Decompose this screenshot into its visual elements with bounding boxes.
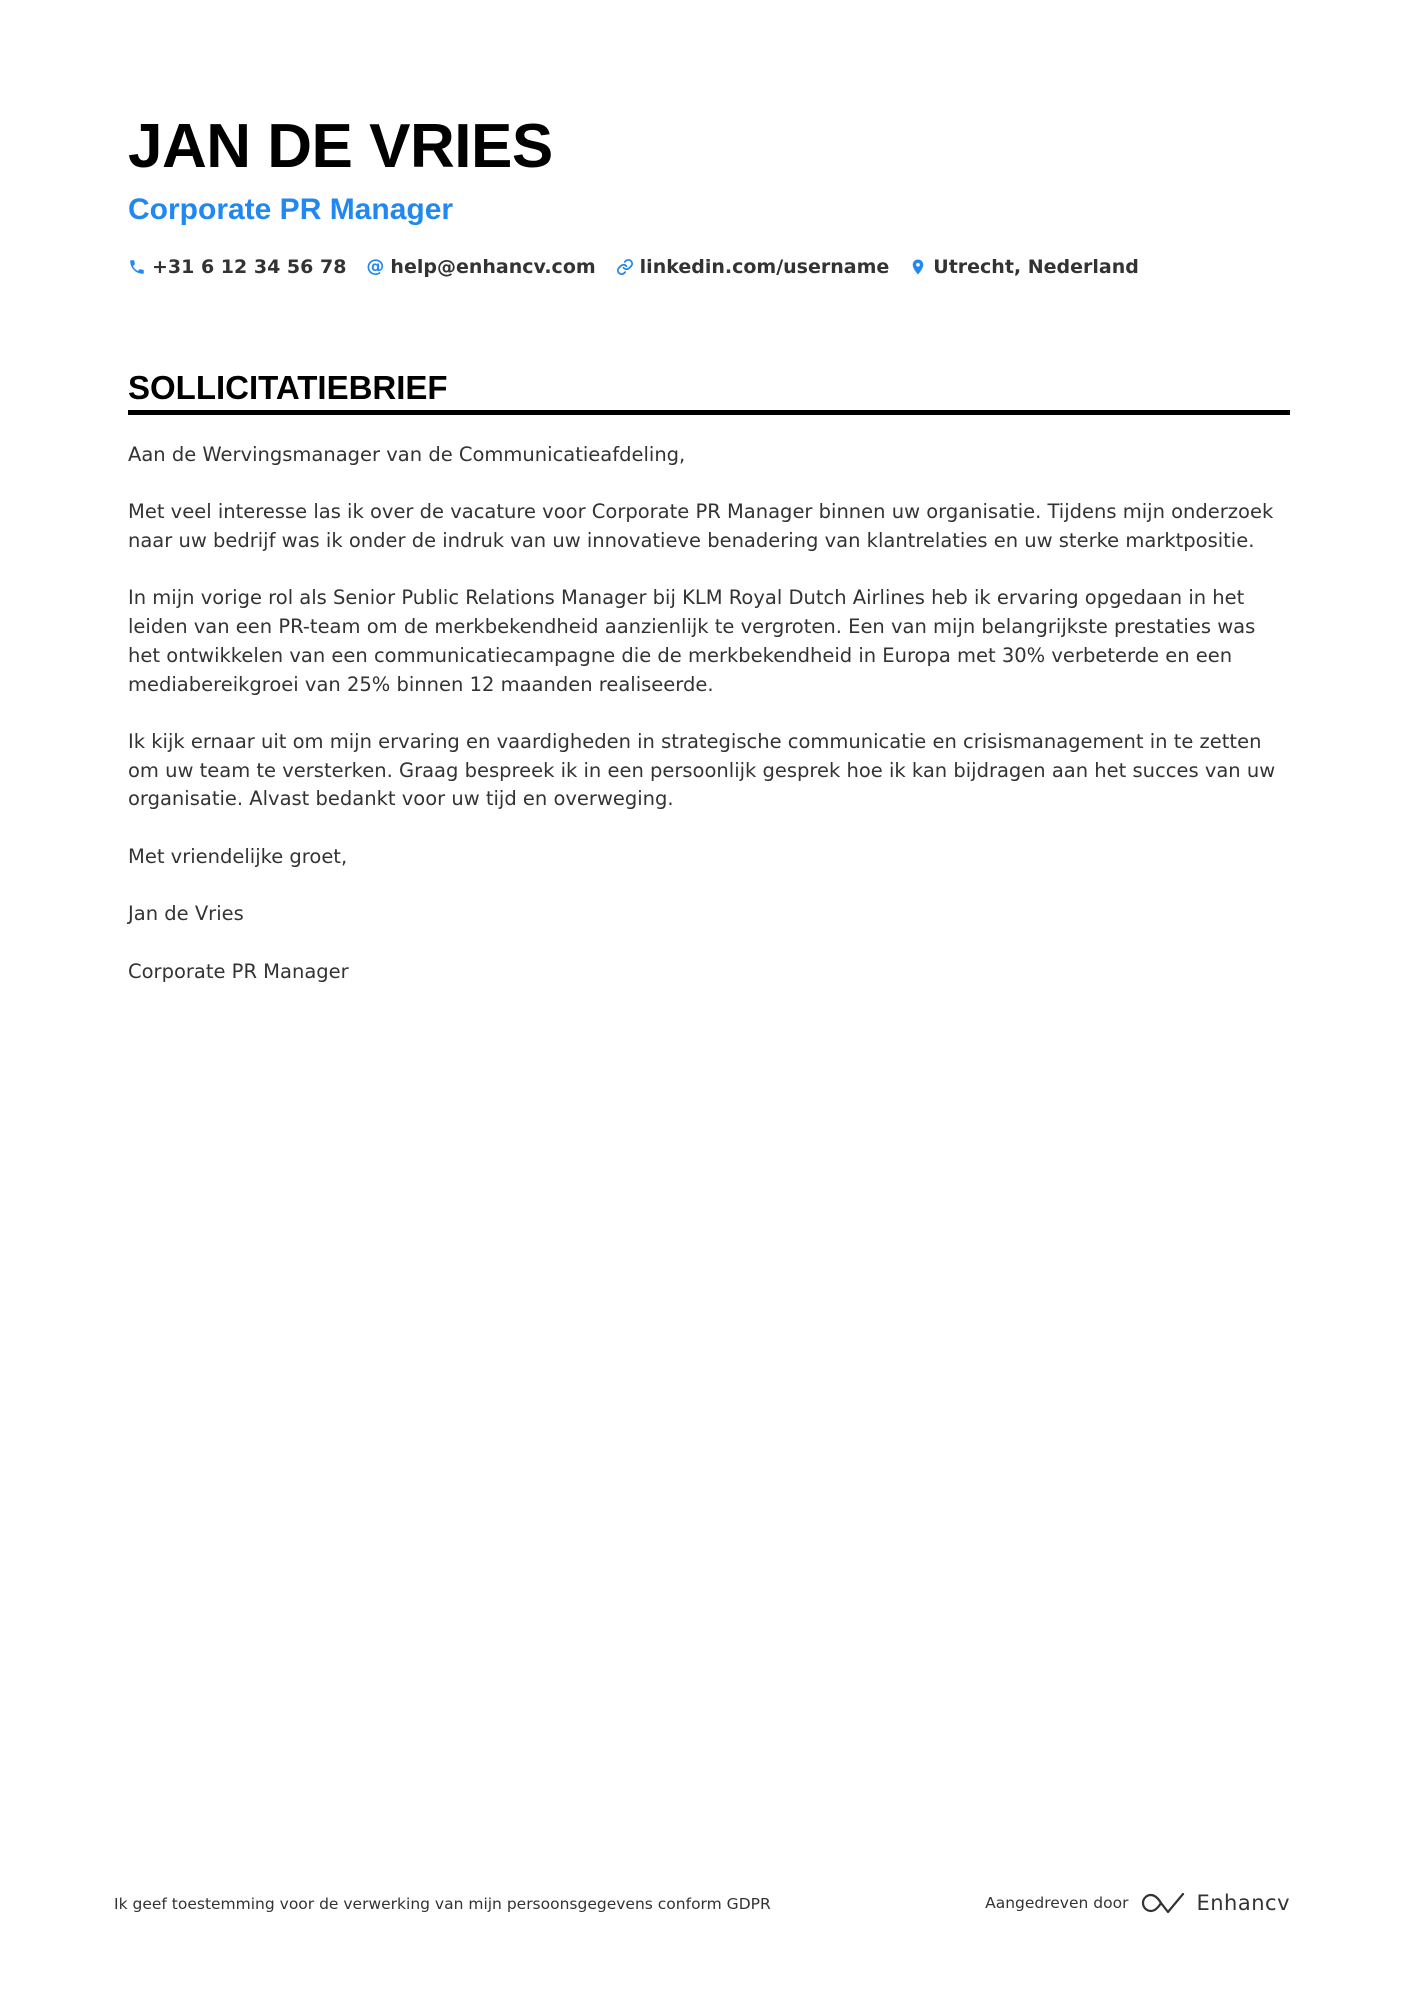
at-icon: @ xyxy=(366,256,385,277)
section-divider xyxy=(128,410,1290,415)
phone-icon xyxy=(128,258,146,276)
signature-title: Corporate PR Manager xyxy=(128,959,349,983)
enhancv-logo-icon xyxy=(1140,1890,1186,1916)
contact-bar xyxy=(128,252,1139,282)
letter-salutation: Aan de Wervingsmanager van de Communicatieafdeling, xyxy=(128,443,686,466)
contact-linkedin[interactable] xyxy=(616,256,890,278)
linkedin-url: linkedin.com/username xyxy=(639,256,890,278)
signature-name: Jan de Vries xyxy=(128,902,244,926)
letter-closing: Met vriendelijke groet, xyxy=(128,844,348,868)
contact-email[interactable] xyxy=(366,256,595,278)
brand-name: Enhancv xyxy=(1196,1891,1290,1915)
powered-by-label: Aangedreven door xyxy=(985,1894,1129,1912)
phone-number: +31 6 12 34 56 78 xyxy=(152,256,347,278)
contact-location xyxy=(909,256,1139,278)
powered-by[interactable] xyxy=(985,1886,1290,1920)
section-title: SOLLICITATIEBRIEF xyxy=(128,369,448,406)
location-text: Utrecht, Nederland xyxy=(933,256,1139,278)
letter-paragraph: Met veel interesse las ik over de vacature voor Corporate PR Manager binnen uw organisatie. Tijdens mijn onderzoek naar uw bedrijf was ik onder de indruk van uw innovatieve benadering van klantrelaties en uw sterke marktpositie. xyxy=(128,500,1274,553)
email-address: help@enhancv.com xyxy=(390,256,596,278)
contact-phone[interactable] xyxy=(128,256,346,278)
candidate-name: JAN DE VRIES xyxy=(128,112,553,181)
letter-body xyxy=(128,441,1290,1015)
letter-paragraph: Ik kijk ernaar uit om mijn ervaring en vaardigheden in strategische communicatie en crisismanagement in te zetten om uw team te versterken. Graag bespreek ik in een persoonlijk gesprek hoe ik kan bijdragen aan het succes van uw organisatie. Alvast bedankt voor uw tijd en overweging. xyxy=(128,729,1276,811)
link-icon xyxy=(616,258,634,276)
job-title: Corporate PR Manager xyxy=(128,193,454,226)
letter-paragraph: In mijn vorige rol als Senior Public Relations Manager bij KLM Royal Dutch Airlines heb ik ervaring opgedaan in het leiden van een PR-team om de merkbekendheid aanzienlijk te vergroten. Een van mijn belangrijkste prestaties was het ontwikkelen van een communicatiecampagne die de merkbekendheid in Europa met 30% verbeterde en een mediabereikgroei van 25% binnen 12 maanden realiseerde. xyxy=(128,586,1256,696)
location-pin-icon xyxy=(909,258,927,276)
gdpr-consent: Ik geef toestemming voor de verwerking van mijn persoonsgegevens conform GDPR xyxy=(114,1895,771,1913)
